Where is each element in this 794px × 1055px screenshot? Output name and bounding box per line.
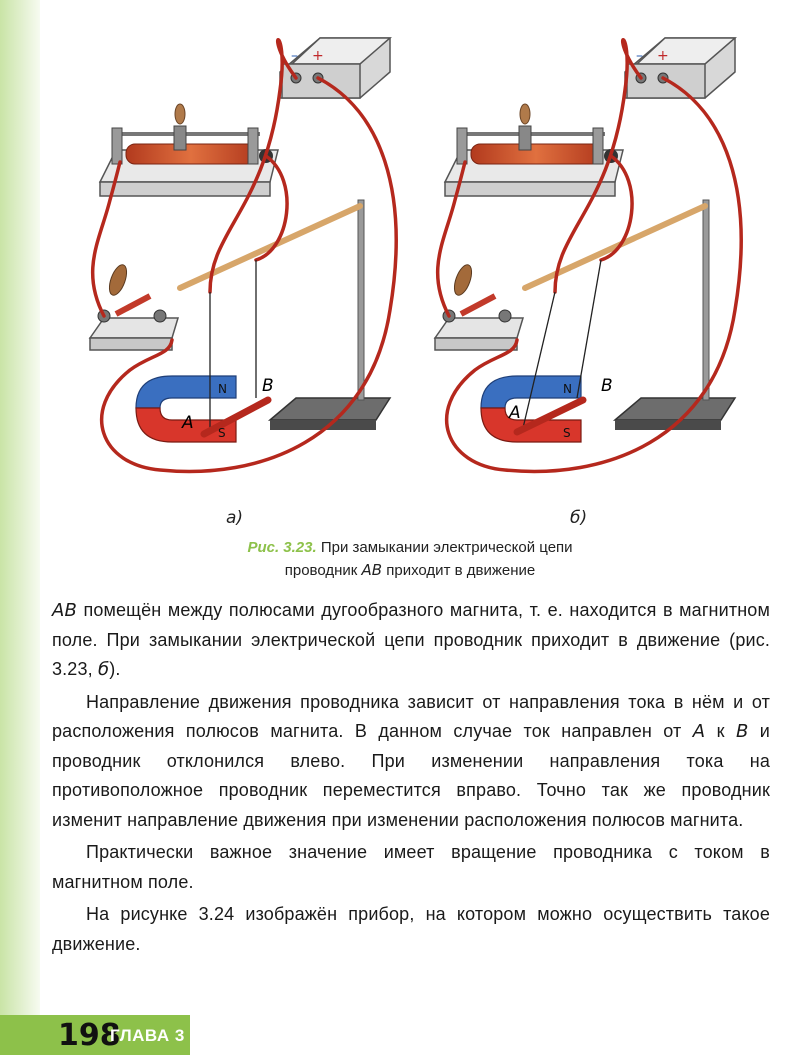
caption-line2-post: приходит в движение — [382, 562, 536, 579]
body-text — [52, 596, 770, 959]
caption-line2-pre: проводник — [284, 562, 362, 579]
p2-text-1: Направление движения проводника зависит от направления тока в нём и от расположения полюсов магнита. В данном случае ток направлен от — [52, 691, 770, 741]
p1-ab: AB — [52, 600, 77, 621]
paragraph-4: На рисунке 3.24 изображён прибор, на котором можно осуществить такое движение. — [52, 904, 770, 954]
point-b-label-a: B — [262, 376, 274, 396]
battery-minus-a: – — [291, 48, 298, 64]
p2-text-3: и проводник отклонился влево. При изменении направления тока на противоположное проводник переместится вправо. Точно так же проводник изменит направление движения при изменении расположения полюсов магнита. — [52, 721, 770, 830]
panel-b — [435, 38, 741, 471]
paragraph-2 — [52, 688, 770, 836]
p1-fig: б — [97, 659, 110, 680]
caption-line1: При замыкании электрической цепи — [320, 539, 573, 556]
battery-plus-a: + — [312, 48, 324, 64]
page-number: 198 — [58, 1018, 121, 1053]
caption-line2-ab: AB — [361, 561, 383, 579]
figure-3-23 — [60, 10, 790, 510]
paragraph-3: Практически важное значение имеет вращение проводника с током в магнитном поле. — [52, 842, 770, 892]
p1-text-2: ). — [109, 659, 121, 679]
panel-b-label: б) — [570, 508, 588, 528]
p2-text-2: к — [705, 721, 736, 741]
pole-s-label-b: S — [563, 426, 571, 440]
p2-a: A — [692, 721, 706, 742]
battery-minus-b: – — [636, 48, 643, 64]
page-margin-band — [0, 0, 40, 1055]
point-a-label-b: A — [509, 403, 521, 423]
chapter-label: ГЛАВА 3 — [110, 1026, 185, 1045]
panel-a-label: а) — [226, 508, 244, 528]
p1-text-1: помещён между полюсами дугообразного магнита, т. е. находится в магнитном поле. При замыкании электрической цепи проводник приходит в движение (рис. 3.23, — [52, 600, 770, 679]
pole-s-label-a: S — [218, 426, 226, 440]
caption-label: Рис. 3.23. — [247, 539, 317, 556]
point-b-label-b: B — [601, 376, 613, 396]
pole-n-label-b: N — [563, 382, 572, 396]
figure-caption — [200, 536, 620, 582]
p2-b: B — [735, 721, 749, 742]
panel-a — [90, 38, 396, 471]
battery-plus-b: + — [657, 48, 669, 64]
point-a-label-a: A — [182, 413, 194, 433]
paragraph-1 — [52, 596, 770, 685]
pole-n-label-a: N — [218, 382, 227, 396]
